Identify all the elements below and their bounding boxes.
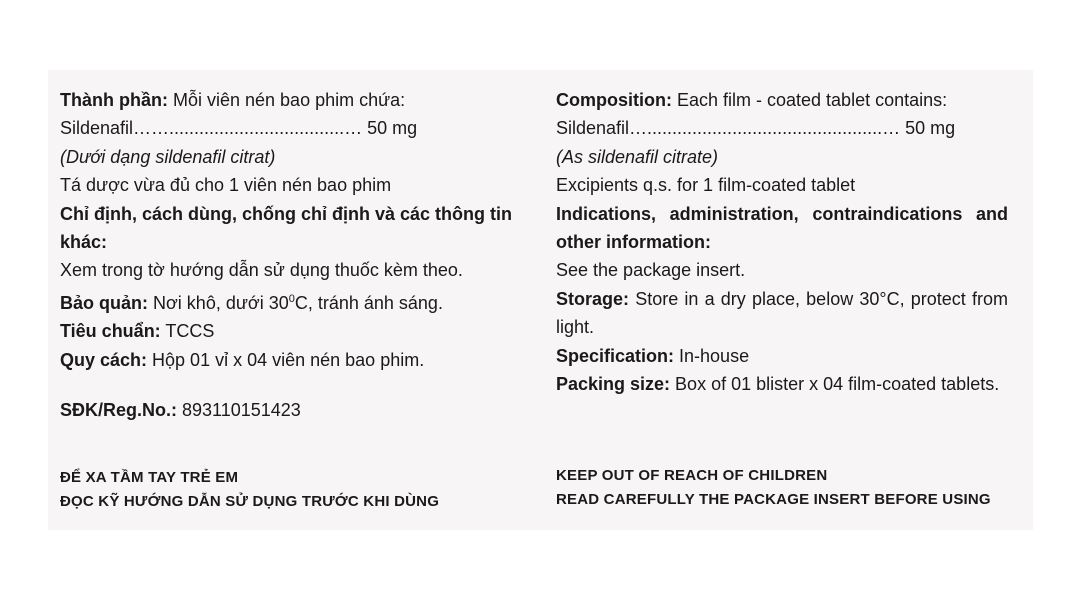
- vi-indications-label: Chỉ định, cách dùng, chống chỉ định và các thông tin khác:: [60, 203, 513, 253]
- en-specification-text: In-house: [674, 345, 750, 366]
- vi-composition-label: Thành phần:: [60, 90, 168, 110]
- vi-active-form: (Dưới dạng sildenafil citrat): [60, 146, 276, 167]
- en-composition-label: Composition:: [556, 90, 672, 110]
- vi-warning-read: ĐỌC KỸ HƯỚNG DẪN SỬ DỤNG TRƯỚC KHI DÙNG: [60, 493, 440, 510]
- vi-excipients: Tá dược vừa đủ cho 1 viên nén bao phim: [60, 175, 392, 196]
- en-excipients: Excipients q.s. for 1 film-coated tablet: [556, 175, 856, 196]
- label-panel: [48, 70, 1033, 530]
- vi-registration-number: 893110151423: [177, 400, 301, 421]
- en-packing-text: Box of 01 blister x 04 film-coated tablets.: [670, 374, 1000, 395]
- vi-composition: [60, 86, 530, 114]
- en-warning-read: READ CAREFULLY THE PACKAGE INSERT BEFORE USING: [556, 491, 991, 508]
- en-specification: [556, 342, 1008, 370]
- vi-storage-text-2: C, tránh ánh sáng.: [294, 292, 443, 313]
- en-storage-label: Storage:: [556, 288, 630, 309]
- en-storage-text: Store in a dry place, below 30°C, protect from light.: [556, 288, 1008, 338]
- en-storage: [556, 285, 1008, 342]
- vi-registration: [60, 396, 530, 424]
- vi-standard: [60, 317, 530, 345]
- vi-composition-text: Mỗi viên nén bao phim chứa:: [167, 90, 406, 110]
- en-packing: [556, 370, 1008, 398]
- english-column: [556, 86, 1008, 398]
- en-active-form: (As sildenafil citrate): [556, 146, 719, 167]
- en-warning-children: KEEP OUT OF REACH OF CHILDREN: [556, 467, 828, 484]
- vi-standard-text: TCCS: [160, 321, 215, 342]
- vietnamese-column: [60, 86, 530, 424]
- vi-indications-text: Xem trong tờ hướng dẫn sử dụng thuốc kèm theo.: [60, 260, 463, 281]
- vi-registration-label: SĐK/Reg.No.:: [60, 400, 177, 421]
- vi-packing: [60, 346, 530, 374]
- en-composition-text: Each film - coated tablet contains:: [671, 90, 948, 110]
- vi-packing-text: Hộp 01 vỉ x 04 viên nén bao phim.: [147, 349, 425, 370]
- en-warnings: [556, 464, 991, 512]
- en-indications-label: Indications, administration, contraindications and other information:: [556, 203, 1008, 253]
- vi-active-ingredient: Sildenafil……...................................… 50 mg: [60, 118, 418, 139]
- en-packing-label: Packing size:: [556, 374, 671, 395]
- vi-spacer: [60, 374, 530, 396]
- vi-warning-children: ĐỂ XA TẦM TAY TRẺ EM: [60, 469, 239, 486]
- vi-packing-label: Quy cách:: [60, 349, 148, 370]
- en-composition: [556, 86, 1008, 114]
- vi-storage-degree: 0: [288, 292, 295, 305]
- en-indications-text: See the package insert.: [556, 260, 746, 281]
- vi-storage-label: Bảo quản:: [60, 292, 148, 313]
- en-specification-label: Specification:: [556, 345, 675, 366]
- vi-storage: [60, 285, 530, 317]
- vi-standard-label: Tiêu chuẩn:: [60, 321, 161, 342]
- vi-warnings: [60, 466, 439, 514]
- vi-storage-text: Nơi khô, dưới 30: [148, 292, 289, 313]
- en-active-ingredient: Sildenafil…...............................................… 50 mg: [556, 118, 956, 139]
